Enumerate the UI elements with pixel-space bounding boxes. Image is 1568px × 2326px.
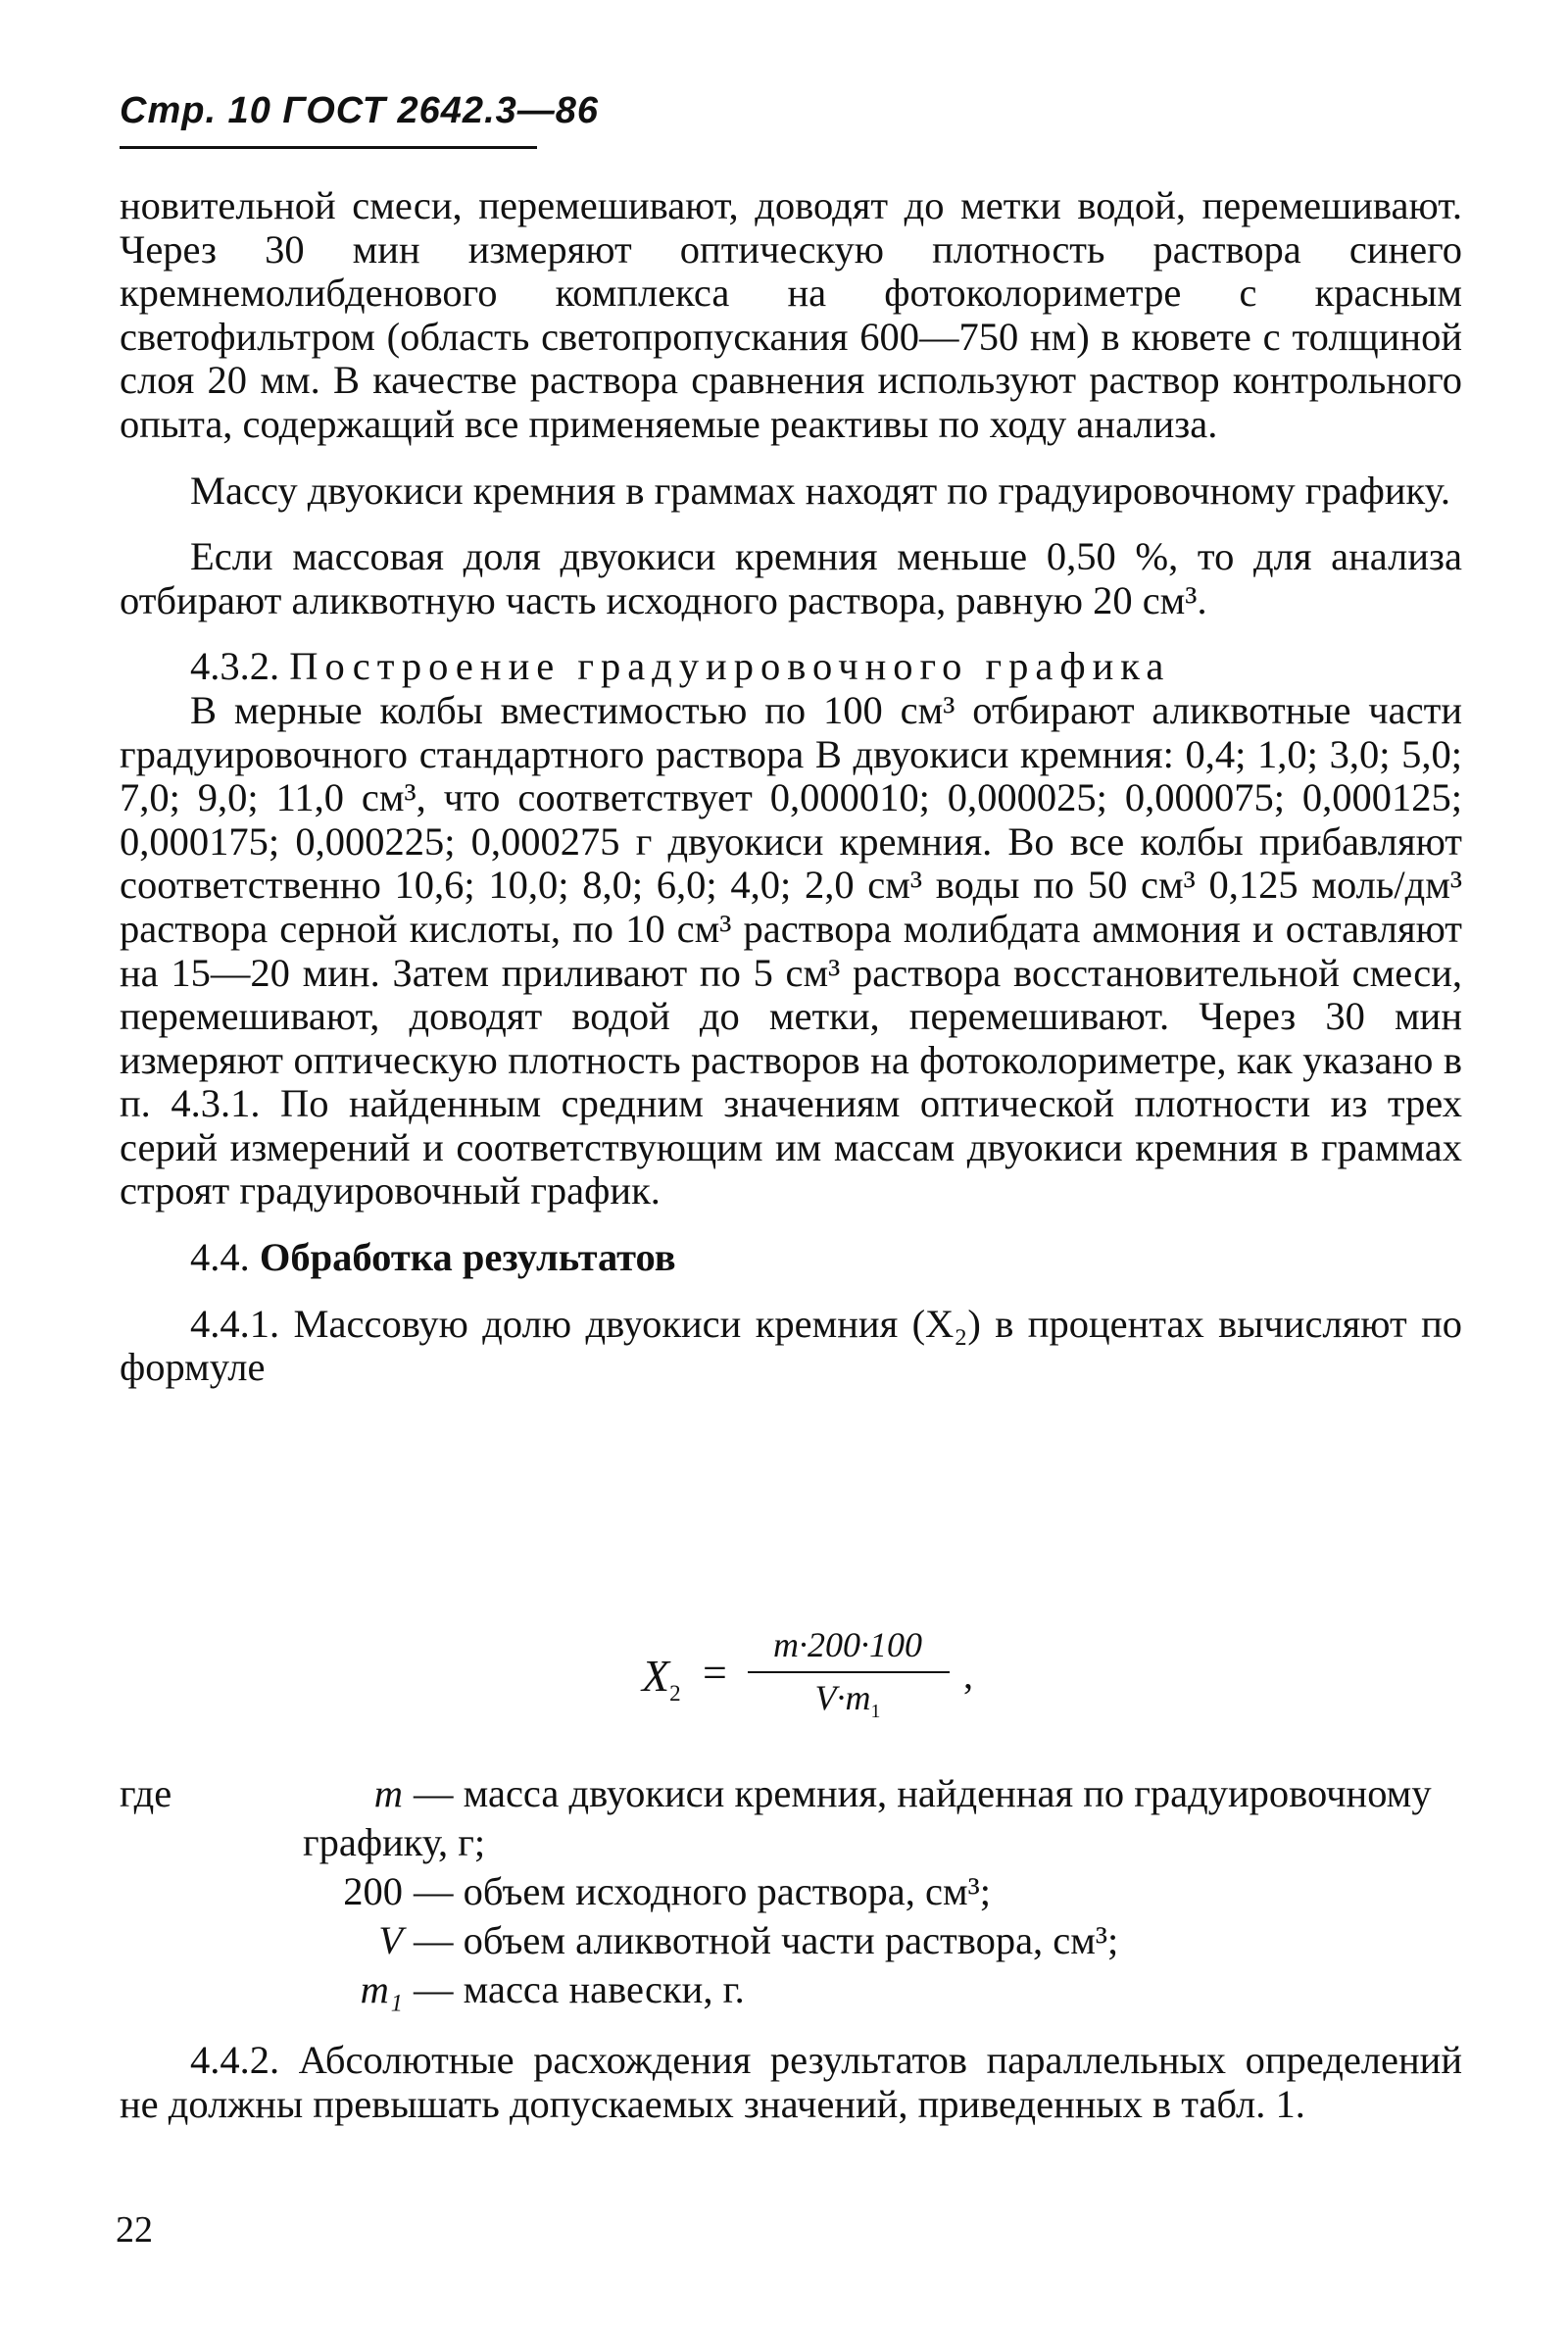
formula-equals: = xyxy=(703,1649,727,1697)
definition-row xyxy=(120,1867,1462,1916)
section-title: Построение градуировочного графика xyxy=(289,644,1171,689)
definition-lead: где xyxy=(120,1771,172,1815)
page-header: Стр. 10 ГОСТ 2642.3—86 xyxy=(120,90,537,149)
paragraph-mass: Массу двуокиси кремния в граммах находят по градуировочному графику. xyxy=(190,468,1450,513)
definition-row xyxy=(120,1769,1462,1818)
paragraph-continuation: новительной смеси, перемешивают, доводят до метки водой, перемешивают. Через 30 мин измеряют оптическую плотность раствора синего кремнемолибденового комплекса на фотоколориметре с красным светофильтром (область светопропускания 600—750 нм) в кювете с толщиной слоя 20 мм. В качестве раствора сравнения используют раствор контрольного опыта, содержащий все применяемые реактивы по ходу анализа. xyxy=(120,183,1462,446)
formula-denominator-subscript: 1 xyxy=(870,1701,881,1723)
formula-comma: , xyxy=(963,1653,973,1697)
definition-term: V xyxy=(378,1918,403,1962)
formula-lhs xyxy=(642,1650,681,1707)
formula-denominator-text: V·m xyxy=(814,1678,871,1717)
definition-desc: — объем исходного раствора, см³; xyxy=(414,1869,992,1913)
definition-row xyxy=(120,1965,1462,2014)
section-title: Обработка результатов xyxy=(259,1235,676,1280)
paragraph-4-4-2-block xyxy=(120,2039,1462,2126)
section-number: 4.4. xyxy=(190,1235,250,1280)
definition-desc: — масса двуокиси кремния, найденная по градуировочному xyxy=(414,1771,1432,1815)
formula-numerator: m·200·100 xyxy=(773,1625,922,1664)
paragraph-calibration: В мерные колбы вместимостью по 100 см³ отбирают аликвотные части градуировочного стандартного раствора В двуокиси кремния: 0,4; 1,0; 3,0; 5,0; 7,0; 9,0; 11,0 см³, что соответствует 0,000010; 0,000025; 0,000075; 0,000125; 0,000175; 0,000225; 0,000275 г двуокиси кремния. Во все колбы прибавляют соответственно 10,6; 10,0; 8,0; 6,0; 4,0; 2,0 см³ воды по 50 см³ 0,125 моль/дм³ раствора серной кислоты, по 10 см³ раствора молибдата аммония и оставляют на 15—20 мин. Затем приливают по 5 см³ раствора восстановительной смеси, перемешивают, доводят водой до метки, перемешивают. Через 30 мин измеряют оптическую плотность растворов на фотоколориметре, как указано в п. 4.3.1. По найденным средним значениям оптической плотности из трех серий измерений и соответствующим им массам двуокиси кремния в граммах строят градуировочный график. xyxy=(120,687,1462,1213)
main-text xyxy=(120,184,1462,1390)
paragraph-aliquot: Если массовая доля двуокиси кремния меньше 0,50 %, то для анализа отбирают аликвотную часть исходного раствора, равную 20 см³. xyxy=(120,534,1462,622)
definition-term: 200 xyxy=(343,1869,403,1913)
page-number: 22 xyxy=(116,2209,153,2251)
definition-term: m₁ xyxy=(360,1967,403,2011)
formula-lhs-var: X xyxy=(642,1651,670,1701)
formula-denominator xyxy=(750,1677,946,1723)
fraction-bar xyxy=(748,1671,950,1673)
section-4-3-2-heading xyxy=(120,645,1462,689)
formula-lhs-subscript: 2 xyxy=(669,1681,681,1707)
definition-desc: — объем аликвотной части раствора, см³; xyxy=(414,1918,1119,1962)
paragraph-4-4-2: 4.4.2. Абсолютные расхождения результатов параллельных определений не должны превышать допускаемых значений, приведенных в табл. 1. xyxy=(120,2038,1462,2126)
formula-x2 xyxy=(642,1622,1054,1730)
definition-desc: — масса навески, г. xyxy=(414,1967,745,2011)
definition-desc: графику, г; xyxy=(303,1820,486,1864)
variable-definitions xyxy=(120,1769,1462,2014)
definition-row xyxy=(120,1818,1462,1867)
section-number: 4.3.2. xyxy=(190,644,280,689)
definition-row xyxy=(120,1916,1462,1965)
section-4-4-heading xyxy=(120,1236,1462,1280)
definition-term: m xyxy=(373,1771,403,1815)
paragraph-4-4-1: 4.4.1. Массовую долю двуокиси кремния (X₂) в процентах вычисляют по формуле xyxy=(120,1301,1462,1390)
